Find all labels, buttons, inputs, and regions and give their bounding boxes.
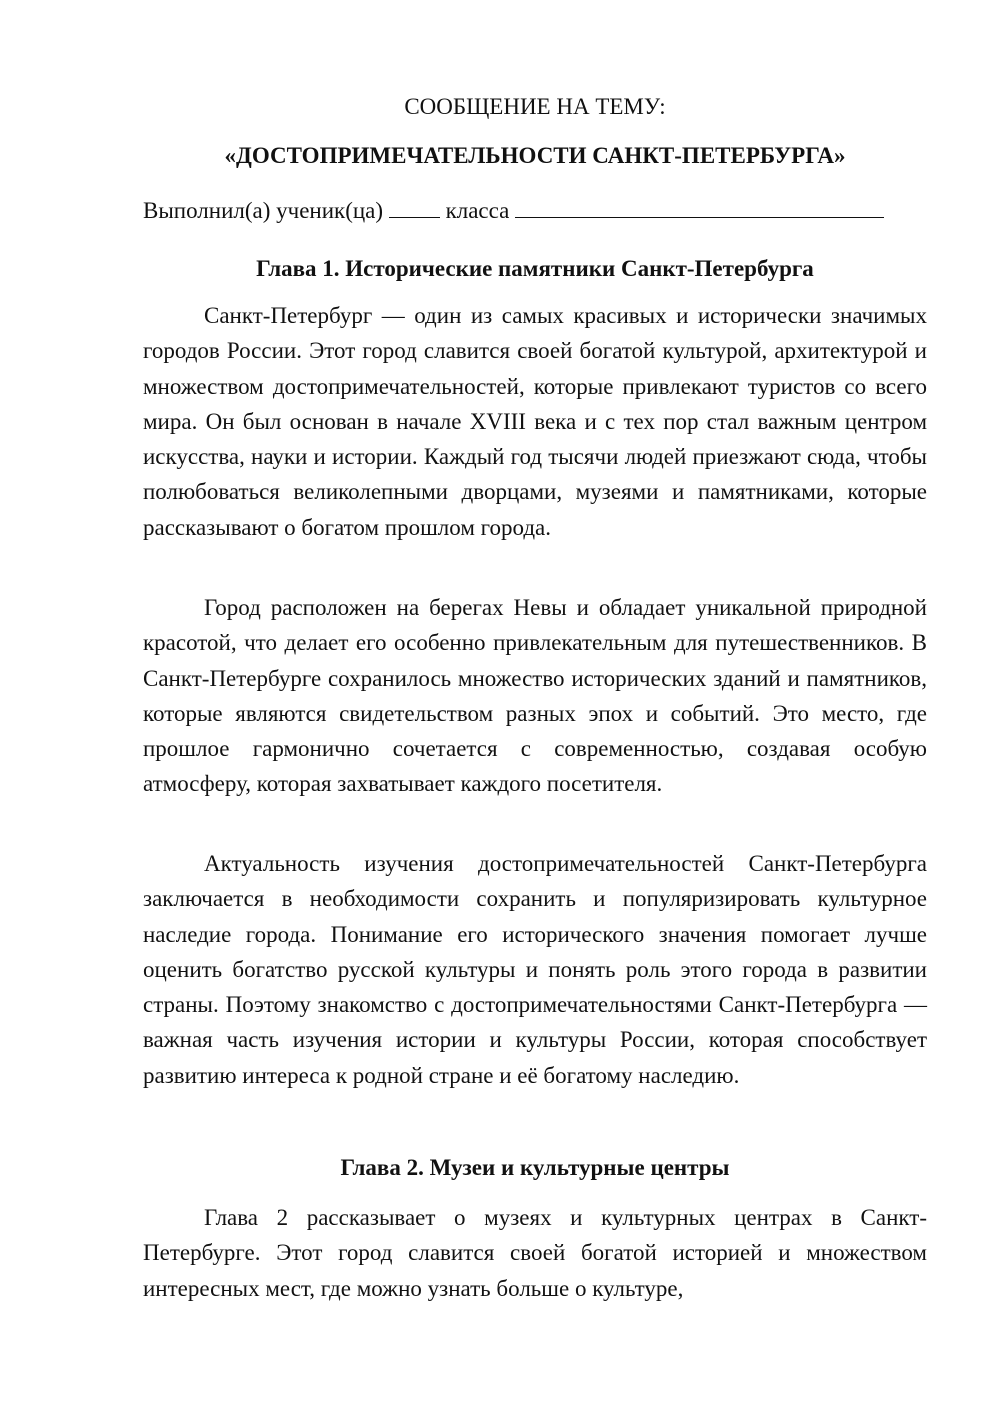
chapter-2-heading: Глава 2. Музеи и культурные центры xyxy=(340,1155,730,1180)
chapter-1-paragraph: Город расположен на берегах Невы и обладает уникальной природной красотой, что делает его особенно привлекательным для путешественников. В Санкт-Петербурге сохранилось множество исторических зданий и памятников, которые являются свидетельством разных эпох и событий. Это место, где прошлое гармонично сочетается с современностью, создавая особую атмосферу, которая захватывает каждого посетителя. xyxy=(143,595,927,797)
name-blank xyxy=(515,196,884,218)
chapter-1-heading: Глава 1. Исторические памятники Санкт-Петербурга xyxy=(256,256,814,281)
chapter-1-paragraph: Санкт-Петербург — один из самых красивых и исторически значимых городов России. Этот город славится своей богатой культурой, архитектурой и множеством достопримечательностей, которые привлекают туристов со всего мира. Он был основан в начале XVIII века и с тех пор стал важным центром искусства, науки и истории. Каждый год тысячи людей приезжают сюда, чтобы полюбоваться великолепными дворцами, музеями и памятниками, которые рассказывают о богатом прошлом города. xyxy=(143,303,927,540)
author-label: Выполнил(а) ученик(ца) xyxy=(143,198,384,223)
chapter-1-paragraph: Актуальность изучения достопримечательностей Санкт-Петербурга заключается в необходимости сохранить и популяризировать культурное наследие города. Понимание его исторического значения помогает лучше оценить богатство русской культуры и понять роль этого города в развитии страны. Поэтому знакомство с достопримечательностями Санкт-Петербурга — важная часть изучения истории и культуры России, которая способствует развитию интереса к родной стране и её богатому наследию. xyxy=(143,851,927,1088)
document-title-line-1: СООБЩЕНИЕ НА ТЕМУ: xyxy=(404,94,666,119)
document-title-line-2: «ДОСТОПРИМЕЧАТЕЛЬНОСТИ САНКТ-ПЕТЕРБУРГА» xyxy=(224,143,846,168)
author-line xyxy=(143,196,927,224)
grade-label: класса xyxy=(445,198,510,223)
chapter-2-paragraph: Глава 2 рассказывает о музеях и культурных центрах в Санкт-Петербурге. Этот город славится своей богатой историей и множеством интересных мест, где можно узнать больше о культуре, xyxy=(143,1205,927,1301)
grade-blank xyxy=(389,196,440,218)
